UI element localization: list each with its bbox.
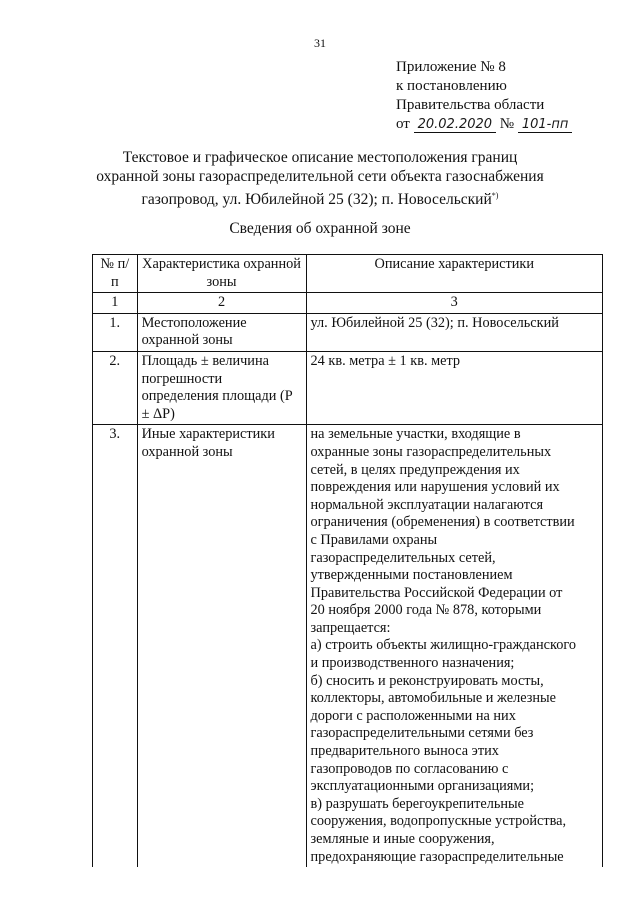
description-line: утвержденными постановлением xyxy=(310,567,513,584)
description-line: с Правилами охраны xyxy=(310,531,438,548)
title-line-3-wrap xyxy=(60,186,580,209)
title-line-1: Текстовое и графическое описание местоположения границ xyxy=(122,149,518,166)
row-num: 1. xyxy=(93,313,138,351)
row-characteristic: Площадь ± величина погрешности определения площади (P ± ΔP) xyxy=(137,351,306,424)
protection-zone-table xyxy=(92,254,603,867)
table-row xyxy=(93,351,603,424)
handwritten-date: 20.02.2020 xyxy=(414,118,496,133)
description-line: коллекторы, автомобильные и железные xyxy=(310,690,556,707)
description-line: ограничения (обременения) в соответствии xyxy=(310,514,575,531)
description-line: дороги с расположенными на них xyxy=(310,707,516,724)
row-description xyxy=(306,351,602,424)
description-line: земляные и иные сооружения, xyxy=(310,831,495,847)
description-line: 20 ноября 2000 года № 878, которыми xyxy=(310,602,542,619)
row-num: 3. xyxy=(93,425,138,867)
description-line: эксплуатационными организациями; xyxy=(310,778,535,795)
row-num: 2. xyxy=(93,351,138,424)
description-line: предохраняющие газораспределительные xyxy=(310,848,564,865)
row-characteristic: Местоположение охранной зоны xyxy=(137,313,306,351)
title-line-3: газопровод, ул. Юбилейной 25 (32); п. Новосельский xyxy=(141,191,492,209)
description-line: газопроводов по согласованию с xyxy=(310,760,509,777)
description-line: газораспределительных сетей, xyxy=(310,549,496,566)
header-num: № п/п xyxy=(93,255,138,293)
column-number-3: 3 xyxy=(306,293,602,314)
description-line: нормальной эксплуатации налагаются xyxy=(310,496,544,513)
description-line: сооружения, водопропускные устройства, xyxy=(310,813,567,830)
appendix-date-row xyxy=(396,115,572,134)
footnote-mark: *) xyxy=(491,191,499,200)
description-line: и производственного назначения; xyxy=(310,655,515,672)
table-header-row xyxy=(93,255,603,293)
description-line: сетей, в целях предупреждения их xyxy=(310,461,520,478)
description-line: повреждения или нарушения условий их xyxy=(310,479,560,496)
row-description xyxy=(306,313,602,351)
title-line-2: охранной зоны газораспределительной сети объекта газоснабжения xyxy=(96,168,544,185)
appendix-line-3: Правительства области xyxy=(396,97,545,113)
appendix-block xyxy=(396,58,572,134)
section-subtitle: Сведения об охранной зоне xyxy=(229,220,411,237)
description-line: газораспределительными сетями без xyxy=(310,725,534,742)
header-characteristic: Характеристика охранной зоны xyxy=(137,255,306,293)
number-label: № xyxy=(499,116,515,132)
description-line: ул. Юбилейной 25 (32); п. Новосельский xyxy=(310,314,559,331)
row-characteristic: Иные характеристики охранной зоны xyxy=(137,425,306,867)
description-line: в) разрушать берегоукрепительные xyxy=(310,795,524,812)
column-number-1: 1 xyxy=(93,293,138,314)
appendix-line-1: Приложение № 8 xyxy=(396,59,506,75)
description-line: 24 кв. метра ± 1 кв. метр xyxy=(310,352,461,369)
description-line: охранные зоны газораспределительных xyxy=(310,443,552,460)
document-title xyxy=(60,148,580,209)
handwritten-number: 101-пп xyxy=(518,118,573,133)
description-line: б) сносить и реконструировать мосты, xyxy=(310,672,544,689)
column-number-row xyxy=(93,293,603,314)
row-description xyxy=(306,425,602,867)
column-number-2: 2 xyxy=(137,293,306,314)
table-row xyxy=(93,313,603,351)
table-row xyxy=(93,425,603,867)
header-description: Описание характеристики xyxy=(306,255,602,293)
page-number: 31 xyxy=(314,36,326,50)
description-line: запрещается: xyxy=(310,619,391,636)
appendix-line-2: к постановлению xyxy=(396,78,507,94)
from-label: от xyxy=(396,116,410,132)
description-line: предварительного выноса этих xyxy=(310,743,499,760)
description-line: Правительства Российской Федерации от xyxy=(310,584,563,601)
description-line: а) строить объекты жилищно-гражданского xyxy=(310,637,577,654)
description-line: на земельные участки, входящие в xyxy=(310,426,521,443)
